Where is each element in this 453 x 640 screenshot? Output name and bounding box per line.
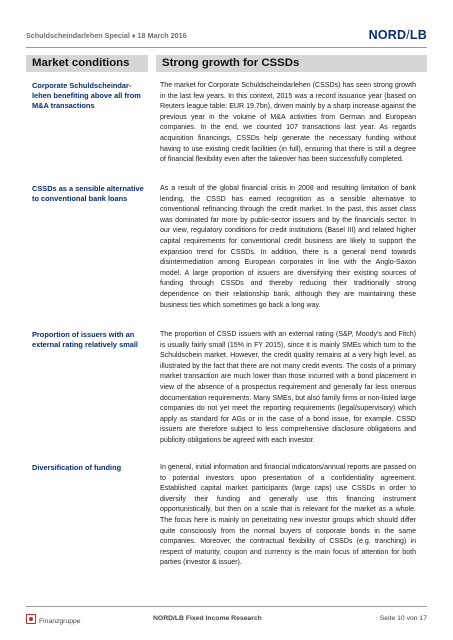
footer-group: Finanzgruppe — [39, 618, 81, 625]
footer-divider — [26, 606, 427, 607]
header-divider — [26, 47, 427, 48]
page-header — [26, 28, 427, 46]
paragraph-3: The proportion of CSSD issuers with an external rating (S&P, Moody's and Fitch) is usually fairly small (15% in FY 2015), since it is mainly SMEs which turn to the Schuldschein market. However, the credit quality remains at a very high level, as illustrated by the fact that there are not many credit events. The costs of a primary market transaction are much lower than those incurred with a bond placement in view of the absence of a prospectus requirement and generally far less onerous documentation requirements. Many SMEs, but also family firms or non-listed large companies do not yet meet the reporting requirements (legal/supervisory) which apply as standard for AGs or in the case of a bond issue, for example. CSSD issuers are therefore subject to less comprehensive disclosure obligations and publicity obligations be agreed with each investor. — [160, 331, 416, 444]
running-title: Schuldscheindarlehen Special ♦ 18 March 2016 — [26, 31, 187, 40]
paragraph-1: The market for Corporate Schuldscheindarlehen (CSSDs) has seen strong growth in the last few years. In this context, 2015 was a record issuance year (based on Reuters league table: EUR 19.7bn), driven mainly by a sharp increase against the previous year in the volume of M&A activities from German and European companies. In the end, we counted 107 transactions last year. As regards acquisition financings, CSSDs help generate the necessary funding without having to use existing credit facilities (in full), ensuring that there is still a degree of financial flexibility even after the takeover has been successfully completed. — [160, 82, 416, 164]
paragraph-4: In general, initial information and financial indicators/annual reports are passed on to potential investors upon presentation of a confidentiality agreement. Established capital market participants (large caps) use CSSDs in order to diversify their funding and generally use this financing instrument opportunistically, but then on a scale that is relevant for the market as a whole. The focus here is mainly on penetrating new investor groups which should differ quite consciously from the normal buyers of corporate bonds in the same companies. Moreover, the contractual flexibility of CSSDs (e.g. tranching) in respect of maturity, coupon and currency is the main focus of attention for both parties (investor & issuer). — [160, 464, 416, 567]
sidehead-1: Corporate Schuldscheindar-lehen benefiting above all from M&A transactions — [32, 81, 141, 110]
paragraph-2: As a result of the global financial crisis in 2008 and resulting limitation of bank lending, the CSSD has earned recognition as a sensible alternative to conventional refinancing through the credit market. In the past, this asset class was dominated far more by public-sector issuers and by the financials sector. In our view, regulatory conditions for credit institutions (Basel III) and related higher capital requirements for conventional credit business are likely to support the expansion trend for CSSDs. In addition, there is a general trend towards disintermediation among European corporates in line with the Anglo-Saxon model. A large proportion of issuers are diversifying their existing sources of funding through CSSDs and thereby reducing their traditionally strong dependence on their relationship bank, although they are maintaining these business ties which sometimes go back a long way. — [160, 185, 416, 309]
page-number: Seite 10 von 17 — [379, 615, 427, 622]
logo-part-right: LB — [409, 28, 427, 42]
sidehead-4: Diversification of funding — [32, 463, 122, 472]
sparkasse-icon — [26, 614, 36, 624]
left-title-bar — [26, 55, 148, 72]
footer-center: NORD/LB Fixed Income Research — [153, 615, 262, 622]
logo-slash: / — [406, 28, 410, 42]
right-section-title: Strong growth for CSSDs — [162, 57, 300, 69]
nordlb-logo — [369, 28, 427, 42]
finanzgruppe-logo — [26, 614, 81, 625]
left-section-title: Market conditions — [32, 57, 130, 69]
sidehead-3: Proportion of issuers with an external rating relatively small — [32, 330, 138, 349]
right-title-bar — [156, 55, 427, 72]
sidehead-2: CSSDs as a sensible alternative to conventional bank loans — [32, 184, 144, 203]
logo-part-left: NORD — [368, 28, 407, 42]
